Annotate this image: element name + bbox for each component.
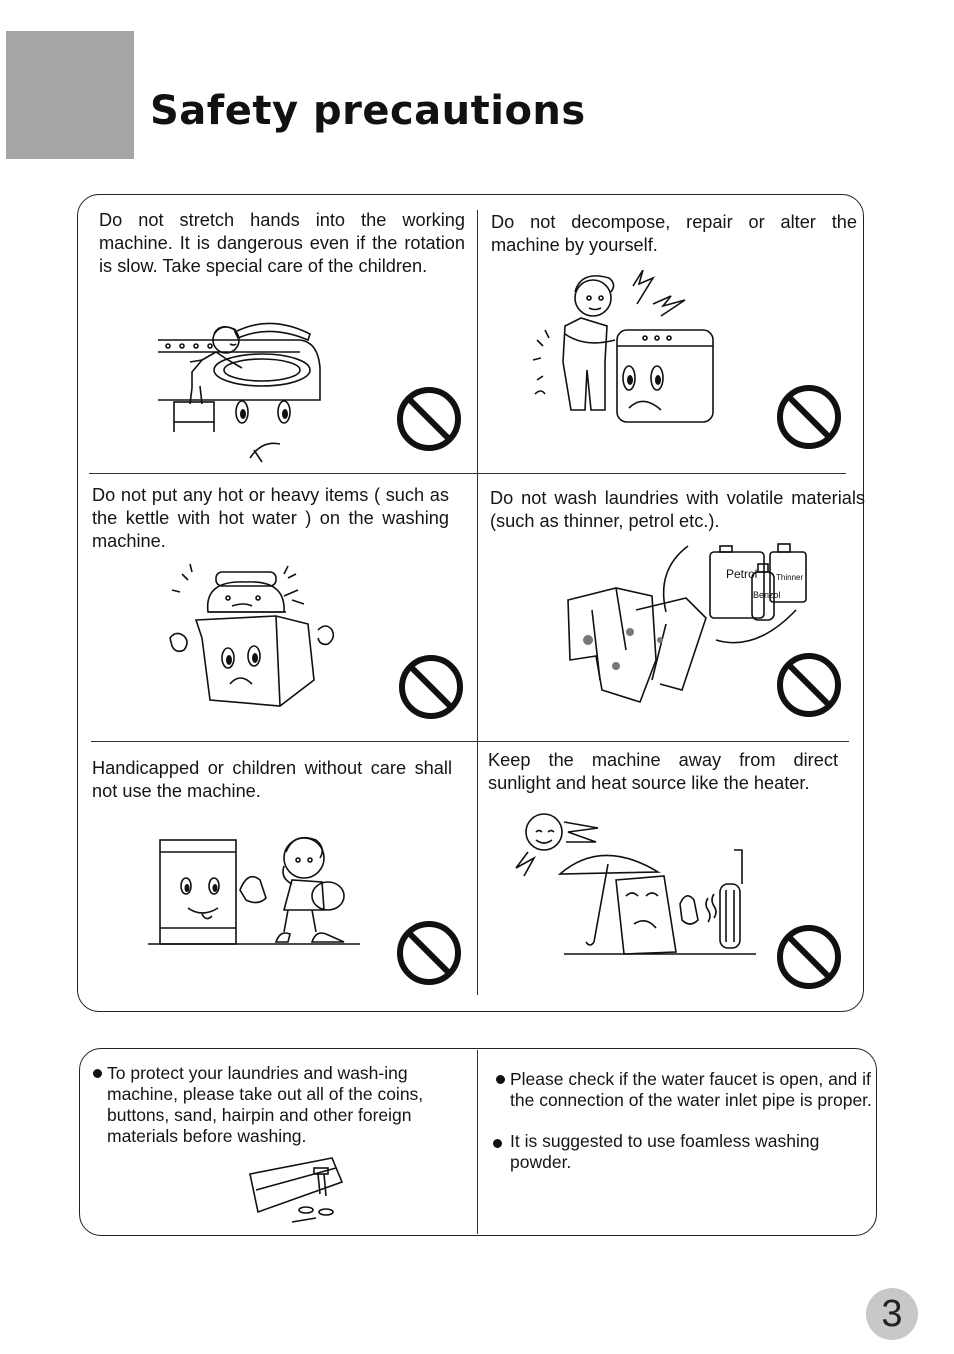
thinner-label: Thinner bbox=[776, 573, 804, 582]
child-reaching-washer-illustration bbox=[150, 308, 330, 468]
prohibition-icon bbox=[776, 652, 842, 718]
man-repairing-machine-illustration bbox=[525, 270, 725, 430]
row-divider-2 bbox=[91, 741, 849, 742]
center-divider bbox=[477, 210, 478, 995]
prohibition-icon bbox=[776, 384, 842, 450]
row-divider-1 bbox=[89, 473, 846, 474]
sunlight-heater-illustration bbox=[508, 812, 758, 960]
precaution-text-children: Handicapped or children without care shall not use the machine. bbox=[92, 758, 452, 801]
bullet-icon bbox=[93, 1069, 102, 1078]
tip-foreign-materials bbox=[107, 1063, 477, 1147]
tips-divider bbox=[477, 1050, 478, 1234]
kettle-on-washer-illustration bbox=[168, 560, 353, 715]
prohibition-icon bbox=[396, 920, 462, 986]
prohibition-icon bbox=[396, 386, 462, 452]
tip-foreign-materials-text: To protect your laundries and wash-ing machine, please take out all of the coins, buttons, sand, hairpin and other foreign materials before washing. bbox=[107, 1063, 424, 1146]
page-title: Safety precautions bbox=[150, 88, 586, 134]
tip-water-faucet bbox=[510, 1069, 876, 1111]
tip-water-faucet-text: Please check if the water faucet is open, and if the connection of the water inlet pipe is proper. bbox=[510, 1069, 872, 1110]
prohibition-icon bbox=[776, 924, 842, 990]
pocket-items-illustration bbox=[246, 1154, 346, 1226]
child-and-machine-illustration bbox=[148, 830, 363, 950]
precaution-text-repair: Do not decompose, repair or alter the machine by yourself. bbox=[491, 212, 857, 255]
page-number-badge: 3 bbox=[866, 1288, 918, 1340]
tip-foamless-powder bbox=[510, 1131, 876, 1173]
bullet-icon bbox=[496, 1075, 505, 1084]
bullet-icon bbox=[493, 1139, 502, 1148]
precaution-text-heavy-items: Do not put any hot or heavy items ( such as the kettle with hot water ) on the washing machine. bbox=[92, 485, 449, 551]
petrol-label: Petrol bbox=[726, 567, 758, 581]
precaution-text-hands: Do not stretch hands into the working machine. It is dangerous even if the rotation is slow. Take special care of the children. bbox=[99, 210, 465, 276]
benzol-label: Benzol bbox=[753, 590, 781, 600]
header-gray-block bbox=[6, 31, 134, 159]
precaution-text-sunlight: Keep the machine away from direct sunlight and heat source like the heater. bbox=[488, 750, 838, 793]
tip-foamless-powder-text: It is suggested to use foamless washing powder. bbox=[510, 1131, 820, 1172]
precaution-text-volatile: Do not wash laundries with volatile materials (such as thinner, petrol etc.). bbox=[490, 488, 865, 531]
prohibition-icon bbox=[398, 654, 464, 720]
